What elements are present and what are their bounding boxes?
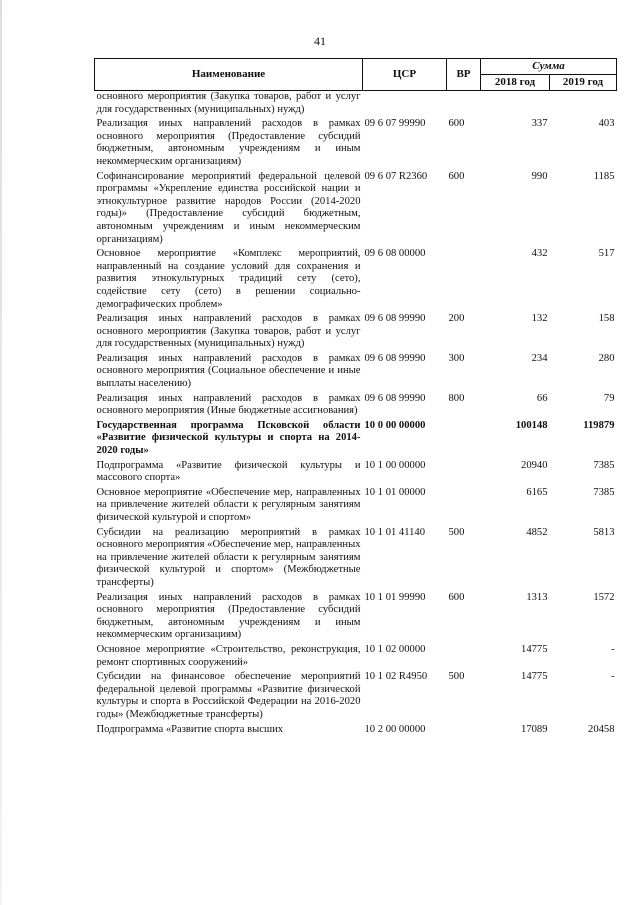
table-row — [95, 313, 617, 353]
row-name: Реализация иных направлений расходов в рамках основного мероприятия (Закупка товаров, работ и услуг для государственных (муниципальных) нужд) — [96, 313, 361, 350]
row-name: Субсидии на реализацию мероприятий в рамках основного мероприятия «Обеспечение мер, направленных на привлечение жителей области к регулярным занятиям физической культурой и спортом» (Межбюджетные трансферты) — [96, 526, 361, 588]
column-header-2019: 2019 год — [550, 75, 617, 91]
row-value-2019: 1185 — [593, 170, 615, 182]
row-csr: 10 1 02 R4950 — [364, 671, 428, 683]
table-row — [95, 460, 617, 487]
row-csr: 10 0 00 00000 — [364, 419, 426, 431]
table-row — [95, 592, 617, 644]
row-csr: 10 1 00 00000 — [364, 459, 426, 471]
table-row — [95, 171, 617, 249]
row-value-2018: 100148 — [515, 419, 548, 431]
row-csr — [363, 91, 447, 119]
row-value-2018 — [481, 91, 550, 119]
table-body — [95, 91, 617, 739]
row-name: Подпрограмма «Развитие спорта высших — [96, 723, 284, 735]
row-vr: 500 — [448, 671, 465, 683]
row-value-2019: 1572 — [593, 591, 615, 603]
column-header-csr: ЦСР — [363, 59, 447, 91]
row-value-2019: 158 — [598, 313, 615, 325]
row-vr: 200 — [448, 313, 465, 325]
row-value-2019: 403 — [598, 118, 615, 130]
row-vr: 600 — [448, 591, 465, 603]
table-row — [95, 353, 617, 393]
page-number: 41 — [314, 34, 326, 48]
budget-table — [94, 58, 617, 738]
row-csr: 10 1 02 00000 — [364, 643, 426, 655]
row-name: Реализация иных направлений расходов в рамках основного мероприятия (Предоставление субсидий бюджетным, автономным учреждениям и иным некоммерческим организациям) — [96, 591, 361, 641]
row-value-2019: - — [610, 671, 615, 683]
row-csr: 09 6 08 99990 — [364, 392, 426, 404]
table-row — [95, 644, 617, 671]
row-csr: 10 1 01 41140 — [364, 526, 426, 538]
row-name: Реализация иных направлений расходов в рамках основного мероприятия (Социальное обеспечение и иные выплаты населению) — [96, 352, 361, 390]
row-value-2019: 79 — [603, 392, 615, 404]
row-vr — [447, 248, 481, 313]
row-value-2019: 7385 — [593, 459, 615, 471]
table-row — [95, 420, 617, 460]
row-value-2018: 17089 — [521, 723, 548, 735]
row-name: Основное мероприятие «Комплекс мероприятий, направленный на создание условий для сохранения и развития этнокультурных традиций сету (сето), содействие сету (сето) в решении социально-демографических проблем» — [96, 248, 361, 310]
row-value-2018: 432 — [531, 248, 548, 260]
row-name: Софинансирование мероприятий федеральной целевой программы «Укрепление единства российской нации и этнокультурное развитие народов России (2014-2020 годы)» (Предоставление субсидий бюджетным, автономным учреждениям и иным некоммерческим организациям) — [96, 170, 361, 245]
row-vr: 300 — [448, 352, 465, 364]
row-value-2018: 66 — [536, 392, 548, 404]
row-vr: 500 — [448, 526, 465, 538]
row-name: Субсидии на финансовое обеспечение мероприятий федеральной целевой программы «Развитие физической культуры и спорта в Российской Федерации на 2016-2020 годы» (Межбюджетные трансферты) — [96, 671, 361, 720]
table-row — [95, 487, 617, 527]
row-name: Реализация иных направлений расходов в рамках основного мероприятия (Предоставление субсидий бюджетным, автономным учреждениям и иным некоммерческим организациям) — [96, 118, 361, 167]
row-value-2019: 517 — [598, 248, 615, 260]
table-row — [95, 91, 617, 119]
table-row — [95, 671, 617, 723]
row-name: Основное мероприятие «Строительство, реконструкция, ремонт спортивных сооружений» — [96, 643, 361, 668]
row-csr: 09 6 08 99990 — [364, 313, 426, 325]
column-header-2018: 2018 год — [481, 75, 550, 91]
row-value-2019: 20458 — [588, 723, 615, 735]
row-value-2018: 990 — [531, 170, 548, 182]
row-value-2018: 4852 — [526, 526, 548, 538]
row-value-2018: 14775 — [521, 643, 548, 655]
row-value-2019 — [550, 91, 617, 119]
row-name: основного мероприятия (Закупка товаров, работ и услуг для государственных (муниципальных) нужд) — [96, 91, 361, 115]
table-row — [95, 118, 617, 170]
table-row — [95, 248, 617, 313]
column-header-sum: Сумма — [481, 59, 617, 75]
row-vr — [447, 487, 481, 527]
row-value-2018: 14775 — [521, 671, 548, 683]
row-name: Реализация иных направлений расходов в рамках основного мероприятия (Иные бюджетные ассигнования) — [96, 392, 361, 417]
row-csr: 10 1 01 99990 — [364, 591, 426, 603]
row-value-2018: 337 — [531, 118, 548, 130]
row-value-2019: 280 — [598, 352, 615, 364]
row-vr — [447, 460, 481, 487]
row-name: Основное мероприятие «Обеспечение мер, направленных на привлечение жителей области к регулярным занятиям физической культурой и спортом» — [96, 486, 361, 523]
row-csr: 09 6 08 99990 — [364, 352, 426, 364]
column-header-name: Наименование — [95, 59, 363, 91]
column-header-vr: ВР — [447, 59, 481, 91]
row-csr: 09 6 07 99990 — [364, 118, 426, 130]
row-csr: 09 6 07 R2360 — [364, 170, 428, 182]
row-name: Подпрограмма «Развитие физической культуры и массового спорта» — [96, 459, 361, 484]
row-vr — [447, 724, 481, 739]
row-vr: 800 — [448, 392, 465, 404]
row-value-2018: 1313 — [526, 591, 548, 603]
row-csr: 10 2 00 00000 — [364, 723, 426, 735]
row-value-2019: 119879 — [583, 419, 615, 431]
page-edge — [0, 0, 2, 905]
row-value-2019: 7385 — [593, 486, 615, 498]
table-row — [95, 724, 617, 739]
row-value-2019: 5813 — [593, 526, 615, 538]
row-name: Государственная программа Псковской области «Развитие физической культуры и спорта на 2014-2020 годы» — [96, 419, 361, 457]
row-value-2018: 20940 — [521, 459, 548, 471]
row-vr — [447, 644, 481, 671]
table-row — [95, 527, 617, 592]
row-csr: 09 6 08 00000 — [364, 248, 426, 260]
row-value-2018: 234 — [531, 352, 548, 364]
table-header — [95, 59, 617, 91]
row-vr — [447, 420, 481, 460]
table-row — [95, 393, 617, 420]
row-vr: 600 — [448, 118, 465, 130]
row-value-2019: - — [610, 643, 615, 655]
row-value-2018: 132 — [531, 313, 548, 325]
row-value-2018: 6165 — [526, 486, 548, 498]
row-vr — [447, 91, 481, 119]
row-vr: 600 — [448, 170, 465, 182]
row-csr: 10 1 01 00000 — [364, 486, 426, 498]
